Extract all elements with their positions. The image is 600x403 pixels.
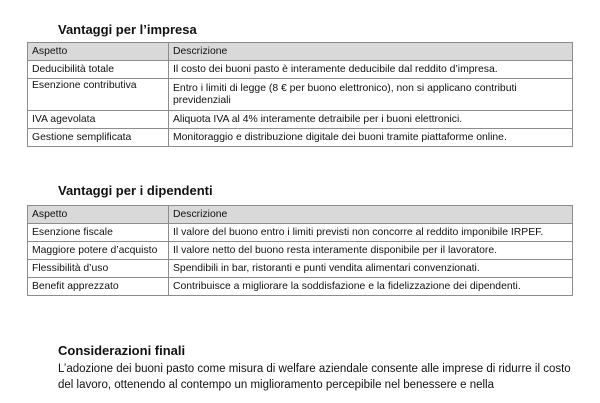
column-header-descrizione: Descrizione bbox=[169, 43, 573, 61]
table-cell-aspetto: Gestione semplificata bbox=[28, 129, 169, 147]
table-cell-aspetto: Esenzione fiscale bbox=[28, 224, 169, 242]
table-vantaggi-dipendenti bbox=[27, 205, 573, 296]
table-cell-aspetto: Maggiore potere d’acquisto bbox=[28, 242, 169, 260]
table-header-row bbox=[28, 43, 573, 61]
table-cell-descrizione: Entro i limiti di legge (8 € per buono elettronico), non si applicano contributi previdenziali bbox=[169, 79, 573, 111]
table-cell-descrizione: Spendibili in bar, ristoranti e punti vendita alimentari convenzionati. bbox=[169, 260, 573, 278]
section-title-impresa: Vantaggi per l’impresa bbox=[58, 22, 197, 37]
table-cell-aspetto: IVA agevolata bbox=[28, 111, 169, 129]
table-row bbox=[28, 61, 573, 79]
column-header-aspetto: Aspetto bbox=[28, 43, 169, 61]
table-cell-aspetto: Deducibilità totale bbox=[28, 61, 169, 79]
column-header-aspetto: Aspetto bbox=[28, 206, 169, 224]
table-cell-descrizione: Aliquota IVA al 4% interamente detraibile per i buoni elettronici. bbox=[169, 111, 573, 129]
table-cell-descrizione: Il valore netto del buono resta interamente disponibile per il lavoratore. bbox=[169, 242, 573, 260]
table-row bbox=[28, 79, 573, 111]
section-title-dipendenti: Vantaggi per i dipendenti bbox=[58, 183, 213, 198]
table-header-row bbox=[28, 206, 573, 224]
table-cell-descrizione: Il costo dei buoni pasto è interamente deducibile dal reddito d’impresa. bbox=[169, 61, 573, 79]
paragraph-considerazioni: L’adozione dei buoni pasto come misura di welfare aziendale consente alle imprese di ridurre il costo del lavoro, ottenendo al contempo un miglioramento percepibile nel benessere e nella bbox=[58, 363, 571, 391]
table-cell-aspetto: Flessibilità d’uso bbox=[28, 260, 169, 278]
table-cell-aspetto: Benefit apprezzato bbox=[28, 278, 169, 296]
table-cell-descrizione: Monitoraggio e distribuzione digitale dei buoni tramite piattaforme online. bbox=[169, 129, 573, 147]
table-row bbox=[28, 278, 573, 296]
table-vantaggi-impresa bbox=[27, 42, 573, 147]
table-row bbox=[28, 111, 573, 129]
table-row bbox=[28, 129, 573, 147]
table-cell-aspetto: Esenzione contributiva bbox=[28, 79, 169, 111]
table-cell-descrizione: Il valore del buono entro i limiti previsti non concorre al reddito imponibile IRPEF. bbox=[169, 224, 573, 242]
section-title-considerazioni: Considerazioni finali bbox=[58, 343, 186, 358]
table-cell-descrizione: Contribuisce a migliorare la soddisfazione e la fidelizzazione dei dipendenti. bbox=[169, 278, 573, 296]
table-row bbox=[28, 242, 573, 260]
column-header-descrizione: Descrizione bbox=[169, 206, 573, 224]
table-row bbox=[28, 260, 573, 278]
table-row bbox=[28, 224, 573, 242]
